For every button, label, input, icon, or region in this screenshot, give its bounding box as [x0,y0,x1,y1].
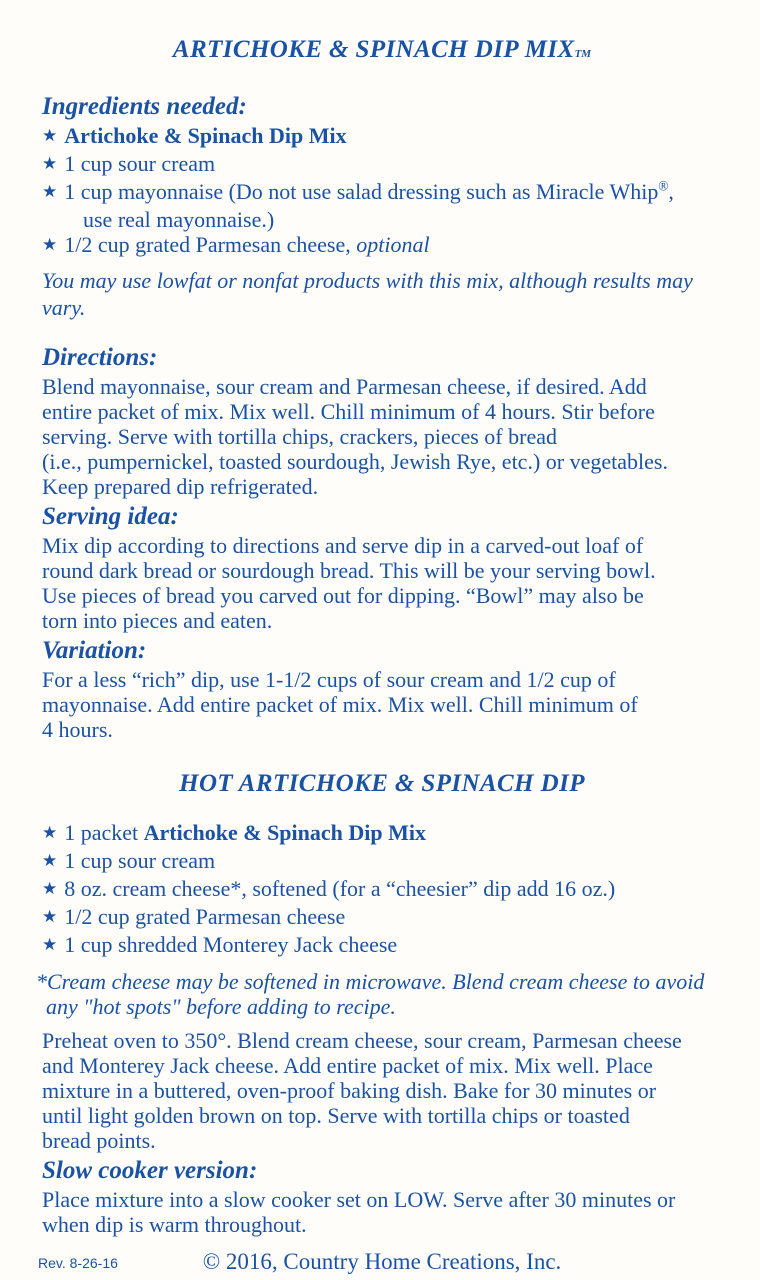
hot-dip-directions-text [42,1028,722,1153]
text-line: and Monterey Jack cheese. Add entire packet of mix. Mix well. Place [42,1053,653,1078]
ingredients-list [42,123,722,260]
star-bullet-icon: ★ [42,851,58,871]
ingredient-text: optional [356,232,430,257]
ingredient-item [42,232,722,260]
cream-cheese-footnote [36,969,722,1019]
variation-heading: Variation: [42,637,147,664]
ingredient-text: ® [658,178,669,194]
ingredient-text-wrap: use real mayonnaise.) [83,207,275,232]
copyright-text: © 2016, Country Home Creations, Inc. [202,1249,562,1274]
text-line: any "hot spots" before adding to recipe. [46,994,396,1019]
hot-dip-ingredients-list [42,820,722,960]
ingredient-item [42,179,722,232]
ingredients-heading: Ingredients needed: [42,93,247,120]
text-line: (i.e., pumpernickel, toasted sourdough, Jewish Rye, etc.) or vegetables. [42,449,668,474]
directions-heading: Directions: [42,344,158,371]
text-line: Blend mayonnaise, sour cream and Parmesan cheese, if desired. Add [42,374,647,399]
text-line: when dip is warm throughout. [42,1212,307,1237]
ingredient-text: 1 cup shredded Monterey Jack cheese [64,932,398,957]
ingredient-text: 1/2 cup grated Parmesan cheese [64,904,346,929]
text-line: mixture in a buttered, oven-proof baking dish. Bake for 30 minutes or [42,1078,657,1103]
star-bullet-icon: ★ [42,907,58,927]
text-line: *Cream cheese may be softened in microwave. Blend cream cheese to avoid [36,969,705,994]
text-line: Keep prepared dip refrigerated. [42,474,319,499]
ingredient-text: 1 cup sour cream [64,848,216,873]
text-line: Use pieces of bread you carved out for dipping. “Bowl” may also be [42,583,644,608]
ingredient-text: Artichoke & Spinach Dip Mix [143,820,427,845]
text-line: bread points. [42,1128,156,1153]
text-line: 4 hours. [42,717,113,742]
text-line: Mix dip according to directions and serve dip in a carved-out loaf of [42,533,644,558]
variation-text [42,667,722,742]
text-line: serving. Serve with tortilla chips, crackers, pieces of bread [42,424,557,449]
star-bullet-icon: ★ [42,935,58,955]
revision-date: Rev. 8-26-16 [38,1255,118,1271]
ingredient-item [42,876,722,904]
slow-cooker-heading: Slow cooker version: [42,1157,258,1184]
ingredient-item [42,932,722,960]
text-line: Preheat oven to 350°. Blend cream cheese, sour cream, Parmesan cheese [42,1028,682,1053]
recipe-title-text: ARTICHOKE & SPINACH DIP MIX [172,36,575,63]
ingredient-text: 1 cup mayonnaise (Do not use salad dressing such as Miracle Whip [64,179,659,204]
ingredient-text: 1 cup sour cream [64,151,216,176]
ingredient-item [42,151,722,179]
ingredient-text: 8 oz. cream cheese*, softened (for a “cheesier” dip add 16 oz.) [64,876,616,901]
lowfat-note [42,267,722,321]
ingredient-item [42,123,722,151]
recipe-title [42,34,722,70]
text-line: For a less “rich” dip, use 1-1/2 cups of sour cream and 1/2 cup of [42,667,616,692]
star-bullet-icon: ★ [42,235,58,255]
trademark-symbol: TM [574,48,592,60]
ingredient-text: , [668,179,674,204]
serving-idea-heading: Serving idea: [42,503,179,530]
text-line: mayonnaise. Add entire packet of mix. Mix well. Chill minimum of [42,692,638,717]
text-line: round dark bread or sourdough bread. This will be your serving bowl. [42,558,656,583]
star-bullet-icon: ★ [42,823,58,843]
text-line: vary. [42,295,86,320]
ingredient-text: 1/2 cup grated Parmesan cheese, [64,232,357,257]
directions-text [42,374,722,499]
star-bullet-icon: ★ [42,154,58,174]
slow-cooker-text [42,1187,722,1237]
text-line: entire packet of mix. Mix well. Chill minimum of 4 hours. Stir before [42,399,655,424]
ingredient-item [42,904,722,932]
serving-idea-text [42,533,722,633]
text-line: Place mixture into a slow cooker set on LOW. Serve after 30 minutes or [42,1187,676,1212]
ingredient-text: 1 packet [64,820,144,845]
star-bullet-icon: ★ [42,879,58,899]
footer [38,1249,722,1279]
text-line: torn into pieces and eaten. [42,608,273,633]
text-line: until light golden brown on top. Serve with tortilla chips or toasted [42,1103,630,1128]
ingredient-item [42,848,722,876]
star-bullet-icon: ★ [42,126,58,146]
ingredient-item [42,820,722,848]
text-line: You may use lowfat or nonfat products with this mix, although results may [42,268,693,293]
ingredient-text: Artichoke & Spinach Dip Mix [64,123,347,148]
hot-dip-title: HOT ARTICHOKE & SPINACH DIP [179,770,585,797]
star-bullet-icon: ★ [42,182,58,202]
